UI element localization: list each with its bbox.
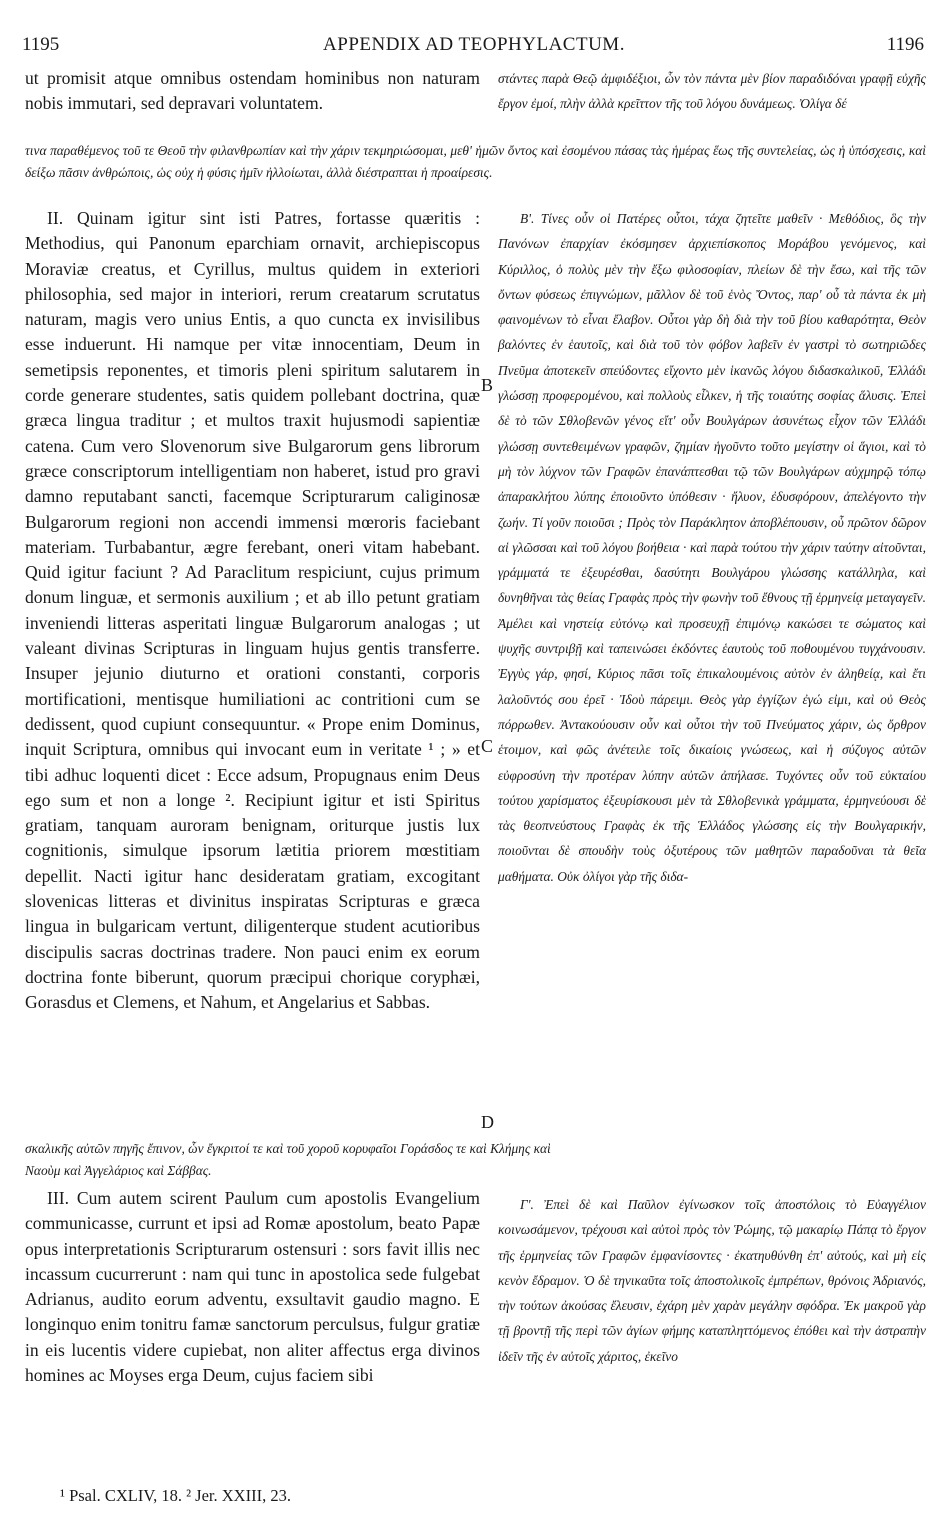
page-number-left: 1195 bbox=[22, 34, 60, 55]
greek-span-2-first-line: σκαλικῆς αὐτῶν πηγῆς ἔπινον, ὧν ἔγκριτοί τε καὶ τοῦ χοροῦ κορυφαῖοι Γοράσδος τε καὶ Κλήμης καὶ bbox=[25, 1141, 551, 1156]
greek-column-section-3 bbox=[498, 1192, 926, 1369]
greek-column-intro bbox=[498, 66, 926, 142]
running-title: APPENDIX AD TEOPHYLACTUM. bbox=[323, 34, 625, 55]
greek-section-3-paragraph: Γ'. Ἐπεὶ δὲ καὶ Παῦλον ἐγίνωσκον τοῖς ἀποστόλοις τὸ Εὐαγγέλιον κοινωσάμενον, τρέχουσι καὶ αὐτοὶ πρὸς τὸν Ῥώμης, τῷ μακαρίῳ Πάπᾳ τὸ ἔργον τῆς ἑρμηνείας τῶν Γραφῶν ἐμφανίσοντες · ἐκατηυθύνθη ἐπ' αὐτούς, καὶ μὴ εἰς κενὸν ἔδραμον. Ὁ δὲ τηνικαῦτα τοῖς ἀποστολικοῖς ἐμπρέπων, θρόνοις Ἀδριανός, τὴν τούτων ἀκούσας ἔλευσιν, ἐχάρη μὲν χαρὰν μεγάλην σφόδρα. Ἐκ μακροῦ γὰρ τῇ βροντῇ τῆς περὶ τῶν ἁγίων φήμης καταπληττόμενος ἐπόθει καὶ τὴν ἀστραπὴν ἰδεῖν τῆς ἐν αὐτοῖς χάριτος, ἐκεῖνο bbox=[498, 1197, 926, 1364]
margin-marker-c: C bbox=[481, 736, 494, 756]
greek-spanning-passage-2 bbox=[25, 1138, 926, 1182]
latin-column-section-3 bbox=[25, 1186, 480, 1388]
greek-column-section-2 bbox=[498, 206, 926, 889]
latin-section-2-paragraph: II. Quinam igitur sint isti Patres, fortasse quæritis : Methodius, qui Panonum eparchiam ornavit, archiepiscopus Moraviæ creatus, et Cyrillus, multus quidem in exteriori philosophia, sed major in interiori, rerum creatarum scrutatus naturam, magis vero unius Entis, a quo cuncta ex invisilibus esse induerunt. Hi namque per vitæ innocentiam, Deum in semetipsis reponentes, et timoris pleni spiritum salutarem in corde generare studentes, satis quidem pollebant doctrina, quæ græca lingua traditur ; et multos traxit hujusmodi sapientiæ catena. Cum vero Slovenorum sive Bulgarorum gens librorum græce conscriptorum intelligentiam non haberet, istud pro gravi damno reputabant sancti, facemque Scripturarum caliginosæ Bulgarorum regioni non accendi immensi mœroris faciebant materiam. Turbabantur, ægre ferebant, oneri vitam habebant. Quid igitur faciunt ? Ad Paraclitum respiciunt, cujus primum donum linguæ, et sermonis auxilium ; et ab illo petunt gratiam inveniendi litteras asperitati linguæ Bulgarorum analogas ; ut valeant divinas Scripturas in linguam hujus gentis transferre. Insuper jejunio diuturno et orationi constanti, corporis mortificationi, mentisque humiliationi ac contritioni cum se dedissent, quod cupiunt consequuntur. « Prope enim Dominus, inquit Scriptura, omnibus qui invocant eum in veritate ¹ ; » et tibi adhuc loquenti dicet : Ecce adsum, Propugnaus enim Deus ego sum et non a longe ². Recipiunt igitur et isti Spiritus gratiam, tanquam auroram benignam, oriturque justis lux cognitionis, simulque ipsorum lætitia priorem mœstitiam depellit. Nacti igitur hanc desideratam gratiam, excogitant slovenicas litteras et divinitus inspiratas Scripturas e græca lingua in bulgaricam vertunt, diligenterque student acutioribus discipulis sacras doctrinas tradere. Non pauci enim ex eorum doctrina fonte biberunt, quorum præcipui chorique coryphæi, Gorasdus et Clemens, et Nahum, et Angelarius et Sabbas. bbox=[25, 208, 480, 1013]
latin-column-intro bbox=[25, 66, 480, 142]
greek-span-1-text: τινα παραθέμενος τοῦ τε Θεοῦ τὴν φιλανθρωπίαν καὶ τὴν χάριν τεκμηριώσομαι, μεθ' ἡμῶν ὄντος καὶ ἐσομένου πάσας τὰς ἡμέρας ἕως τῆς συντελείας, ὡς ἡ ὑπόσχεσις, καὶ δείξω πᾶσιν ἀνθρώποις, ὡς οὐχ ἡ φύσις ἡμῖν ἠλλοίωται, ἀλλὰ διέστραπται ἡ προαίρεσις. bbox=[25, 143, 926, 180]
margin-marker-b: B bbox=[481, 375, 494, 395]
latin-intro-paragraph: ut promisit atque omnibus ostendam hominibus non naturam nobis immutari, sed depravari voluntatem. bbox=[25, 68, 480, 114]
latin-column-section-2 bbox=[25, 206, 480, 1016]
greek-spanning-passage-1 bbox=[25, 140, 926, 184]
page-header bbox=[0, 34, 948, 58]
footnotes: ¹ Psal. CXLIV, 18. ² Jer. XXIII, 23. bbox=[60, 1486, 291, 1505]
greek-intro-paragraph: στάντες παρὰ Θεῷ ἀμφιδέξιοι, ὧν τὸν πάντα μὲν βίον παραδιδόναι γραφῇ εὐχῆς ἔργον ἐμοί, πλὴν ἀλλὰ κρεῖττον τῆς τοῦ λόγου δυνάμεως. Ὀλίγα δέ bbox=[498, 71, 926, 112]
greek-section-2-paragraph: Β'. Τίνες οὖν οἱ Πατέρες οὗτοι, τάχα ζητεῖτε μαθεῖν · Μεθόδιος, ὃς τὴν Πανόνων ἐπαρχίαν ἐκόσμησεν ἀρχιεπίσκοπος Μοράβου γενόμενος, καὶ Κύριλλος, ὁ πολὺς μὲν τὴν ἔξω φιλοσοφίαν, πλείων δὲ τὴν ἔσω, καὶ τῆς τῶν ὄντων φύσεως ἐπιγνώμων, μᾶλλον δὲ τοῦ ἑνὸς Ὄντος, παρ' οὗ τὰ πάντα ἐκ μὴ φαινομένων τὸ εἶναι ἔλαβον. Οὗτοι γὰρ δὴ διὰ τὴν τοῦ βίου καθαρότητα, Θεὸν βαλόντες ἐν ἑαυτοῖς, καὶ διὰ τοῦ τὸν φόβον λαβεῖν ἐν γαστρὶ τὸ σωτηριῶδες Πνεῦμα ἀποτεκεῖν σπεύδοντες εἴχοντο μὲν ἱκανῶς λόγου διδασκαλικοῦ, Ἑλλάδι γλώσσῃ προφερομένου, καὶ πολλοὺς εἷλκεν, ἡ τῆς τοιαύτης σοφίας ἅλυσις. Ἐπεὶ δὲ τὸ τῶν Σθλοβενῶν γένος εἴτ' οὖν Βουλγάρων ἀσυνέτως εἶχον τῶν Ἑλλάδι γλώσσῃ συντεθειμένων γραφῶν, ζημίαν ἡγοῦντο τοῦτο μεγίστην οἱ ἅγιοι, καὶ τὸ μὴ τὸν λύχνον τῶν Γραφῶν ἐπανάπτεσθαι τῷ τῶν Βουλγάρων αὐχμηρῷ τόπῳ ἀπαρακλήτου λύπης ἐποιοῦντο ὑπόθεσιν · ἤλυον, ἐδυσφόρουν, ἀπελέγοντο τὴν ζωήν. Τί γοῦν ποιοῦσι ; Πρὸς τὸν Παράκλητον ἀποβλέπουσιν, οὗ πρῶτον δῶρον αἱ γλῶσσαι καὶ τοῦ λόγου βοήθεια · καὶ παρὰ τούτου τὴν χάριν ταύτην αἰτοῦνται, γράμματά τε ἐξευρέσθαι, δασύτητι Βουλγάρου γλώσσης κατάλληλα, καὶ δυνηθῆναι τὰς θείας Γραφὰς πρὸς τὴν φωνὴν τοῦ ἔθνους τῇ ἑρμηνείᾳ μεταγαγεῖν. Ἀμέλει καὶ νηστείᾳ εὐτόνῳ καὶ προσευχῇ ἐπιμόνῳ κακώσει τε σώματος καὶ ψυχῆς συντριβῇ καὶ ταπεινώσει ἐκδόντες ἑαυτοὺς τοῦ ποθουμένου τυγχάνουσιν. Ἐγγὺς γάρ, φησί, Κύριος πᾶσι τοῖς ἐπικαλουμένοις αὐτὸν ἐν ἀληθείᾳ, καὶ ἔτι λαλοῦντός σου ἐρεῖ · Ἰδοὺ πάρειμι. Θεὸς γὰρ ἐγγίζων ἐγώ εἰμι, καὶ οὐ Θεὸς πόρρωθεν. Ἀντακούουσιν οὖν καὶ οὗτοι τὴν τοῦ Πνεύματος χάριν, ὡς ὄρθρον ἑτοιμον, καὶ φῶς ἀνέτειλε τοῖς δικαίοις γνώσεως, καὶ ἡ σύζυγος αὐτῶν εὐφροσύνη τὴν προτέραν λύπην αὐτῶν ἀπήλασε. Τυχόντες οὖν τοῦ εὐκταίου τούτου χαρίσματος ἐξευρίσκουσι μὲν τὰ Σθλοβενικὰ γράμματα, ἑρμηνεύουσι δὲ τὰς θεοπνεύστους Γραφὰς ἐκ τῆς Ἑλλάδος γλώσσης εἰς τὴν Βουλγαρικήν, ποιοῦνται δὲ σπουδὴν τοὺς ὀξυτέρους τῶν μαθητῶν παραδοῦναι τὰ θεῖα μαθήματα. Οὐκ ὀλίγοι γὰρ τῆς διδα- bbox=[498, 211, 926, 884]
page-number-right: 1196 bbox=[886, 34, 924, 55]
margin-marker-d: D bbox=[481, 1112, 494, 1132]
latin-section-3-paragraph: III. Cum autem scirent Paulum cum apostolis Evangelium communicasse, currunt et ipsi ad Romæ apostolum, beato Papæ opus interpretationis Scripturarum ostensuri : sors favit illis nec incassum cucurrerunt : nam qui tunc in apostolica sede fulgebat Adrianus, audito eorum adventu, exsultavit gaudio magno. E longinquo enim tonitru famæ sanctorum perculsus, fulgur gratiæ in eis lucentis videre cupiebat, non aliter affectus erga divinos homines ac Moyses erga Deum, cujus faciem sibi bbox=[25, 1188, 480, 1386]
greek-span-2-second-line: Ναοὺμ καὶ Ἀγγελάριος καὶ Σάββας. bbox=[25, 1163, 212, 1178]
